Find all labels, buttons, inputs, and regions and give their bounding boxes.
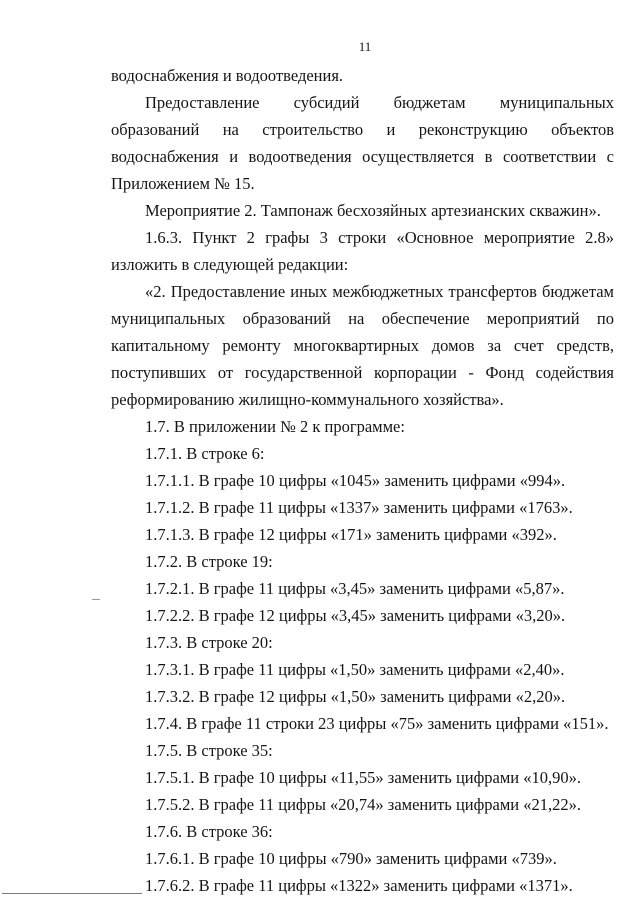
paragraph: Мероприятие 2. Тампонаж бесхозяйных артезианских скважин». [145,201,601,220]
paragraph: 1.7.3. В строке 20: [145,633,273,652]
paragraph: 1.7.3.2. В графе 12 цифры «1,50» заменить цифрами «2,20». [145,687,566,706]
paragraph: 1.7.6.1. В графе 10 цифры «790» заменить цифрами «739». [145,849,557,868]
paragraph: Предоставление субсидий бюджетам муниципальных образований на строительство и реконструкцию объектов водоснабжения и водоотведения осуществляется в соответствии с Приложением № 15. [111,93,614,193]
footer-rule [2,893,142,894]
paragraph: 1.7.6.2. В графе 11 цифры «1322» заменить цифрами «1371». [145,876,573,895]
paragraph: 1.7.1. В строке 6: [145,444,265,463]
paragraph: 1.7.6. В строке 36: [145,822,273,841]
paragraph: 1.7.3.1. В графе 11 цифры «1,50» заменить цифрами «2,40». [145,660,565,679]
paragraph: водоснабжения и водоотведения. [111,66,344,85]
paragraph: 1.7.5. В строке 35: [145,741,273,760]
paragraph: 1.7.2.2. В графе 12 цифры «3,45» заменить цифрами «3,20». [145,606,566,625]
paragraph: 1.6.3. Пункт 2 графы 3 строки «Основное мероприятие 2.8» изложить в следующей редакции: [111,228,614,274]
paragraph: 1.7.2. В строке 19: [145,552,273,571]
paragraph: 1.7.1.3. В графе 12 цифры «171» заменить цифрами «392». [145,525,557,544]
document-body [111,62,614,899]
paragraph: 1.7.4. В графе 11 строки 23 цифры «75» заменить цифрами «151». [145,714,609,733]
paragraph: 1.7.5.1. В графе 10 цифры «11,55» заменить цифрами «10,90». [145,768,582,787]
paragraph: 1.7.2.1. В графе 11 цифры «3,45» заменить цифрами «5,87». [145,579,565,598]
paragraph: 1.7.1.1. В графе 10 цифры «1045» заменить цифрами «994». [145,471,566,490]
scan-mark [92,599,100,600]
paragraph: 1.7. В приложении № 2 к программе: [145,417,405,436]
paragraph: 1.7.1.2. В графе 11 цифры «1337» заменить цифрами «1763». [145,498,573,517]
paragraph: 1.7.5.2. В графе 11 цифры «20,74» заменить цифрами «21,22». [145,795,582,814]
page-number: 11 [358,39,372,54]
paragraph: «2. Предоставление иных межбюджетных трансфертов бюджетам муниципальных образований на обеспечение мероприятий по капитальному ремонту многоквартирных домов за счет средств, поступивших от государственной корпорации - Фонд содействия реформированию жилищно-коммунального хозяйства». [111,282,614,409]
